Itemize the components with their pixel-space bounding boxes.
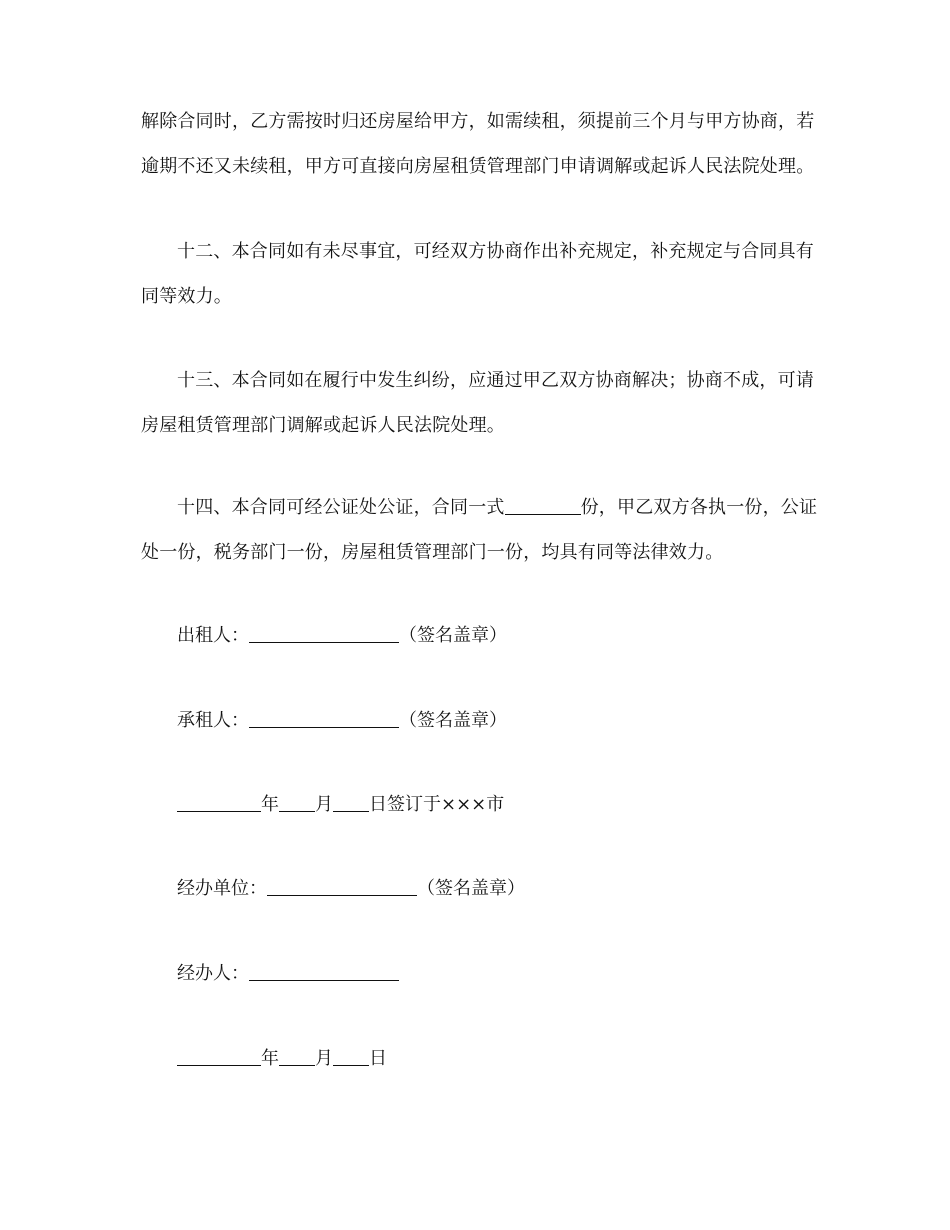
year-label: 年	[261, 794, 279, 815]
lessee-note: （签名盖章）	[399, 710, 507, 731]
day-label-2: 日	[369, 1048, 387, 1069]
copies-blank	[505, 496, 581, 515]
day-blank	[333, 793, 369, 812]
paragraph-clause-13: 十三、本合同如在履行中发生纠纷，应通过甲乙双方协商解决；协商不成，可请房屋租赁管理部门调解或起诉人民法院处理。	[141, 370, 814, 436]
month-blank-2	[279, 1047, 315, 1066]
lessee-blank	[249, 709, 399, 728]
lessor-blank	[249, 624, 399, 643]
lessee-signature-line	[177, 708, 507, 734]
handling-date-line	[177, 1046, 387, 1072]
day-place-label: 日签订于×××市	[369, 794, 505, 815]
clause-14-text-part2: 份，甲乙双方各执一份，公证处一份，税务部门一份，房屋租赁管理部门一份，均具有同等法律效力。	[141, 497, 818, 563]
year-blank-2	[177, 1047, 261, 1066]
lessor-signature-line	[177, 623, 507, 649]
month-label: 月	[315, 794, 333, 815]
handler-blank	[249, 962, 399, 981]
agency-note: （签名盖章）	[417, 878, 525, 899]
paragraph-clause-14	[141, 485, 831, 575]
paragraph-clause-12: 十二、本合同如有未尽事宜，可经双方协商作出补充规定，补充规定与合同具有同等效力。	[141, 241, 814, 307]
agency-blank	[267, 877, 417, 896]
paragraph-clause-11-tail: 解除合同时，乙方需按时归还房屋给甲方，如需续租，须提前三个月与甲方协商，若逾期不还又未续租，甲方可直接向房屋租赁管理部门申请调解或起诉人民法院处理。	[141, 111, 815, 177]
year-blank	[177, 793, 261, 812]
day-blank-2	[333, 1047, 369, 1066]
signing-date-line	[177, 792, 504, 818]
handler-signature-line	[177, 961, 399, 987]
year-label-2: 年	[261, 1048, 279, 1069]
handler-label: 经办人：	[177, 963, 249, 984]
lessor-label: 出租人：	[177, 625, 249, 646]
lessee-label: 承租人：	[177, 710, 249, 731]
month-label-2: 月	[315, 1048, 333, 1069]
agency-signature-line	[177, 876, 525, 902]
month-blank	[279, 793, 315, 812]
lessor-note: （签名盖章）	[399, 625, 507, 646]
agency-label: 经办单位：	[177, 878, 267, 899]
clause-14-text-part1: 十四、本合同可经公证处公证，合同一式	[177, 497, 505, 518]
